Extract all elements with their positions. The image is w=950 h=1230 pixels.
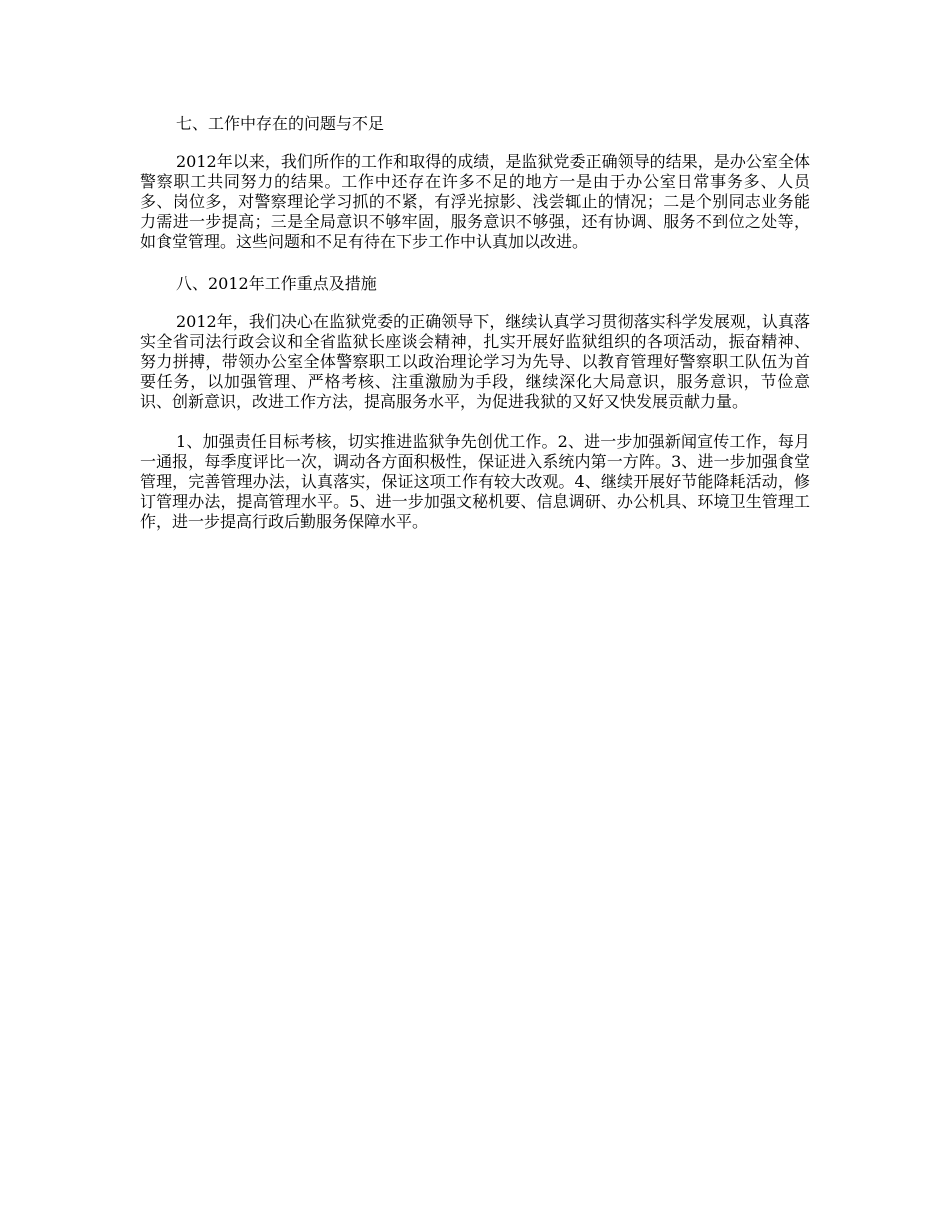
document-page [140,112,810,532]
section-heading: 七、工作中存在的问题与不足 [176,114,385,133]
paragraph: 1、加强责任目标考核，切实推进监狱争先创优工作。2、进一步加强新闻宣传工作，每月一通报，每季度评比一次，调动各方面积极性，保证进入系统内第一方阵。3、进一步加强食堂管理，完善管理办法，认真落实，保证这项工作有较大改观。4、继续开展好节能降耗活动，修订管理办法，提高管理水平。5、进一步加强文秘机要、信息调研、办公机具、环境卫生管理工作，进一步提高行政后勤服务保障水平。 [140,432,810,531]
section-heading: 八、2012年工作重点及措施 [176,274,377,293]
section-problems [140,112,810,252]
paragraph: 2012年，我们决心在监狱党委的正确领导下，继续认真学习贯彻落实科学发展观，认真落实全省司法行政会议和全省监狱长座谈会精神，扎实开展好监狱组织的各项活动，振奋精神、努力拼搏，带领办公室全体警察职工以政治理论学习为先导、以教育管理好警察职工队伍为首要任务，以加强管理、严格考核、注重激励为手段，继续深化大局意识，服务意识，节俭意识、创新意识，改进工作方法，提高服务水平，为促进我狱的又好又快发展贡献力量。 [140,312,810,411]
section-priorities [140,272,810,532]
paragraph: 2012年以来，我们所作的工作和取得的成绩，是监狱党委正确领导的结果，是办公室全体警察职工共同努力的结果。工作中还存在许多不足的地方一是由于办公室日常事务多、人员多、岗位多，对警察理论学习抓的不紧，有浮光掠影、浅尝辄止的情况；二是个别同志业务能力需进一步提高；三是全局意识不够牢固，服务意识不够强，还有协调、服务不到位之处等，如食堂管理。这些问题和不足有待在下步工作中认真加以改进。 [140,152,810,251]
